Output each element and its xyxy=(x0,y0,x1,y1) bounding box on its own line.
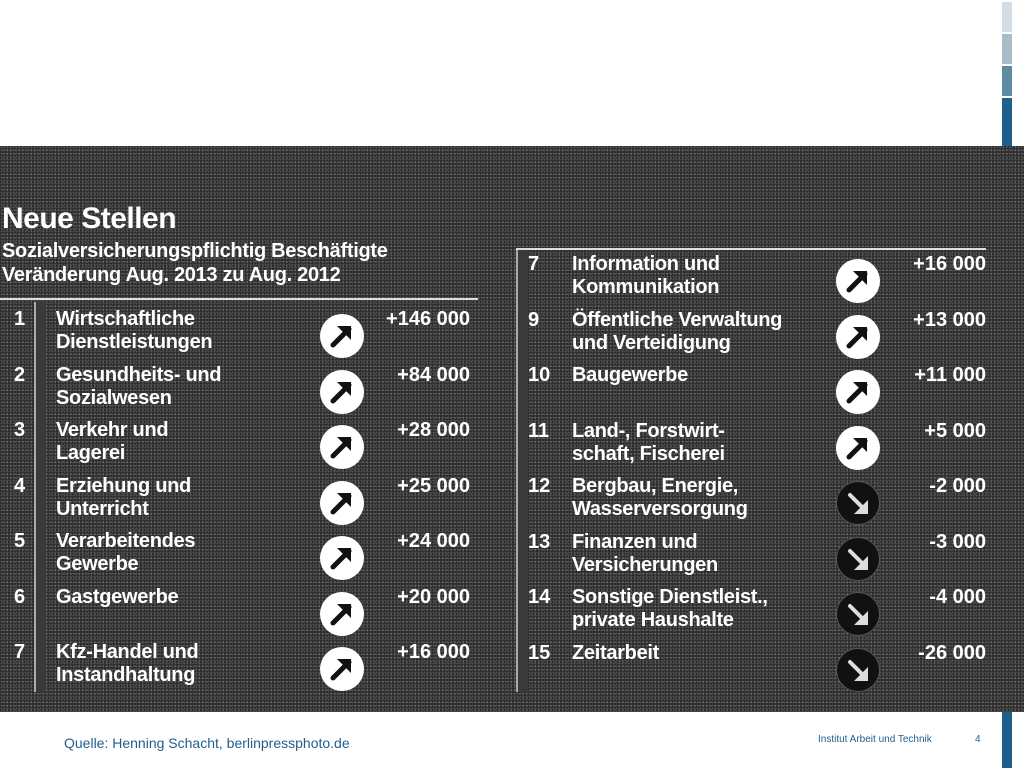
arrow-up-right-icon xyxy=(320,536,364,580)
category-label-line1: Land-, Forstwirt- xyxy=(572,419,725,442)
category-label-line1: Erziehung und xyxy=(56,474,191,497)
category-label xyxy=(572,364,688,387)
institute-name: Institut Arbeit und Technik xyxy=(818,734,932,745)
category-rank: 9 xyxy=(528,308,540,331)
category-rank: 10 xyxy=(528,364,551,386)
category-rank: 13 xyxy=(528,530,551,553)
category-row xyxy=(0,475,480,529)
category-label-line2: private Haushalte xyxy=(572,609,734,631)
category-label-line1: Baugewerbe xyxy=(572,364,688,386)
category-label-line2: und Verteidigung xyxy=(572,331,731,354)
arrow-down-right-icon xyxy=(836,537,880,581)
category-label xyxy=(572,309,782,355)
category-rank: 15 xyxy=(528,641,551,664)
category-change-value: -2 000 xyxy=(929,475,986,497)
category-label-line1: Sonstige Dienstleist., xyxy=(572,586,768,608)
category-label-line2: Gewerbe xyxy=(56,553,139,575)
category-label xyxy=(572,642,659,665)
category-row xyxy=(516,253,988,307)
category-label-line2: Sozialwesen xyxy=(56,386,172,409)
category-change-value: -4 000 xyxy=(929,586,986,608)
category-label xyxy=(56,419,168,465)
category-label xyxy=(572,420,725,466)
category-rank: 1 xyxy=(14,308,26,330)
arrow-down-right-icon xyxy=(836,648,880,692)
infographic-subtitle-2: Veränderung Aug. 2013 zu Aug. 2012 xyxy=(2,264,341,286)
category-change-value: +16 000 xyxy=(397,641,470,663)
page-number: 4 xyxy=(975,734,981,745)
category-label-line1: Zeitarbeit xyxy=(572,641,660,664)
category-label-line2: Dienstleistungen xyxy=(56,331,213,353)
category-rank: 7 xyxy=(14,641,26,663)
deco-bar-2 xyxy=(1002,34,1012,64)
category-rank: 14 xyxy=(528,586,551,608)
category-label-line2: Lagerei xyxy=(56,442,126,464)
source-caption: Quelle: Henning Schacht, berlinpressphoto.de xyxy=(64,735,350,751)
category-change-value: +146 000 xyxy=(386,308,470,330)
arrow-up-right-icon xyxy=(320,647,364,691)
deco-bar-4 xyxy=(1002,98,1012,146)
category-change-value: +5 000 xyxy=(924,419,986,442)
category-row xyxy=(516,364,988,418)
category-label-line1: Bergbau, Energie, xyxy=(572,475,739,497)
category-label xyxy=(572,586,768,632)
arrow-up-right-icon xyxy=(836,370,880,414)
category-label xyxy=(572,253,720,299)
category-change-value: +84 000 xyxy=(397,363,470,386)
category-row xyxy=(516,309,988,363)
category-row xyxy=(516,642,988,696)
category-row xyxy=(0,530,480,584)
arrow-up-right-icon xyxy=(320,481,364,525)
category-rank: 12 xyxy=(528,475,551,497)
category-rank: 3 xyxy=(14,419,26,441)
category-label-line1: Gastgewerbe xyxy=(56,585,179,608)
category-rank: 11 xyxy=(528,419,550,442)
category-label-line1: Wirtschaftliche xyxy=(56,308,195,330)
category-label-line2: Instandhaltung xyxy=(56,664,196,686)
category-change-value: +20 000 xyxy=(397,585,470,608)
category-row xyxy=(516,531,988,585)
arrow-down-right-icon xyxy=(836,592,880,636)
category-row xyxy=(0,364,480,418)
category-rank: 7 xyxy=(528,253,540,275)
arrow-up-right-icon xyxy=(320,370,364,414)
category-rank: 4 xyxy=(14,474,26,497)
category-label xyxy=(56,364,221,410)
category-change-value: +13 000 xyxy=(913,308,986,331)
category-row xyxy=(0,308,480,362)
category-change-value: +24 000 xyxy=(397,530,470,552)
category-row xyxy=(0,586,480,640)
deco-bar-1 xyxy=(1002,2,1012,32)
arrow-up-right-icon xyxy=(836,315,880,359)
category-row xyxy=(516,420,988,474)
category-label-line2: schaft, Fischerei xyxy=(572,442,725,465)
category-change-value: -3 000 xyxy=(929,530,986,553)
category-change-value: +11 000 xyxy=(914,364,986,386)
arrow-up-right-icon xyxy=(320,425,364,469)
category-label-line2: Kommunikation xyxy=(572,276,720,298)
deco-bar-3 xyxy=(1002,66,1012,96)
category-label xyxy=(56,475,191,521)
infographic-image xyxy=(0,146,1024,712)
left-divider xyxy=(0,298,478,300)
category-row xyxy=(0,641,480,695)
arrow-up-right-icon xyxy=(320,314,364,358)
infographic-subtitle-1: Sozialversicherungspflichtig Beschäftigte xyxy=(2,240,388,262)
category-label xyxy=(56,586,178,609)
category-label-line1: Information und xyxy=(572,253,720,275)
category-label-line2: Wasserversorgung xyxy=(572,498,748,520)
infographic-title: Neue Stellen xyxy=(2,202,177,235)
category-label-line1: Kfz-Handel und xyxy=(56,641,199,663)
category-label-line1: Öffentliche Verwaltung xyxy=(572,308,783,331)
category-change-value: +25 000 xyxy=(397,474,470,497)
category-rank: 2 xyxy=(14,363,26,386)
category-label-line1: Verkehr und xyxy=(56,419,169,441)
arrow-up-right-icon xyxy=(836,259,880,303)
arrow-down-right-icon xyxy=(836,481,880,525)
category-label xyxy=(56,308,212,354)
arrow-up-right-icon xyxy=(836,426,880,470)
category-row xyxy=(0,419,480,473)
footer-accent-bar xyxy=(1002,712,1012,768)
category-label-line1: Verarbeitendes xyxy=(56,530,196,552)
category-label-line2: Versicherungen xyxy=(572,553,718,576)
category-label xyxy=(56,530,195,576)
category-row xyxy=(516,475,988,529)
category-label xyxy=(572,475,748,521)
category-label-line1: Gesundheits- und xyxy=(56,363,222,386)
arrow-up-right-icon xyxy=(320,592,364,636)
category-rank: 6 xyxy=(14,585,26,608)
category-row xyxy=(516,586,988,640)
category-label-line1: Finanzen und xyxy=(572,530,698,553)
right-divider xyxy=(516,248,986,250)
category-change-value: +16 000 xyxy=(913,253,986,275)
category-change-value: +28 000 xyxy=(397,419,470,441)
category-label-line2: Unterricht xyxy=(56,497,149,520)
category-change-value: -26 000 xyxy=(918,641,986,664)
category-rank: 5 xyxy=(14,530,26,552)
category-label xyxy=(572,531,718,577)
category-label xyxy=(56,641,198,687)
